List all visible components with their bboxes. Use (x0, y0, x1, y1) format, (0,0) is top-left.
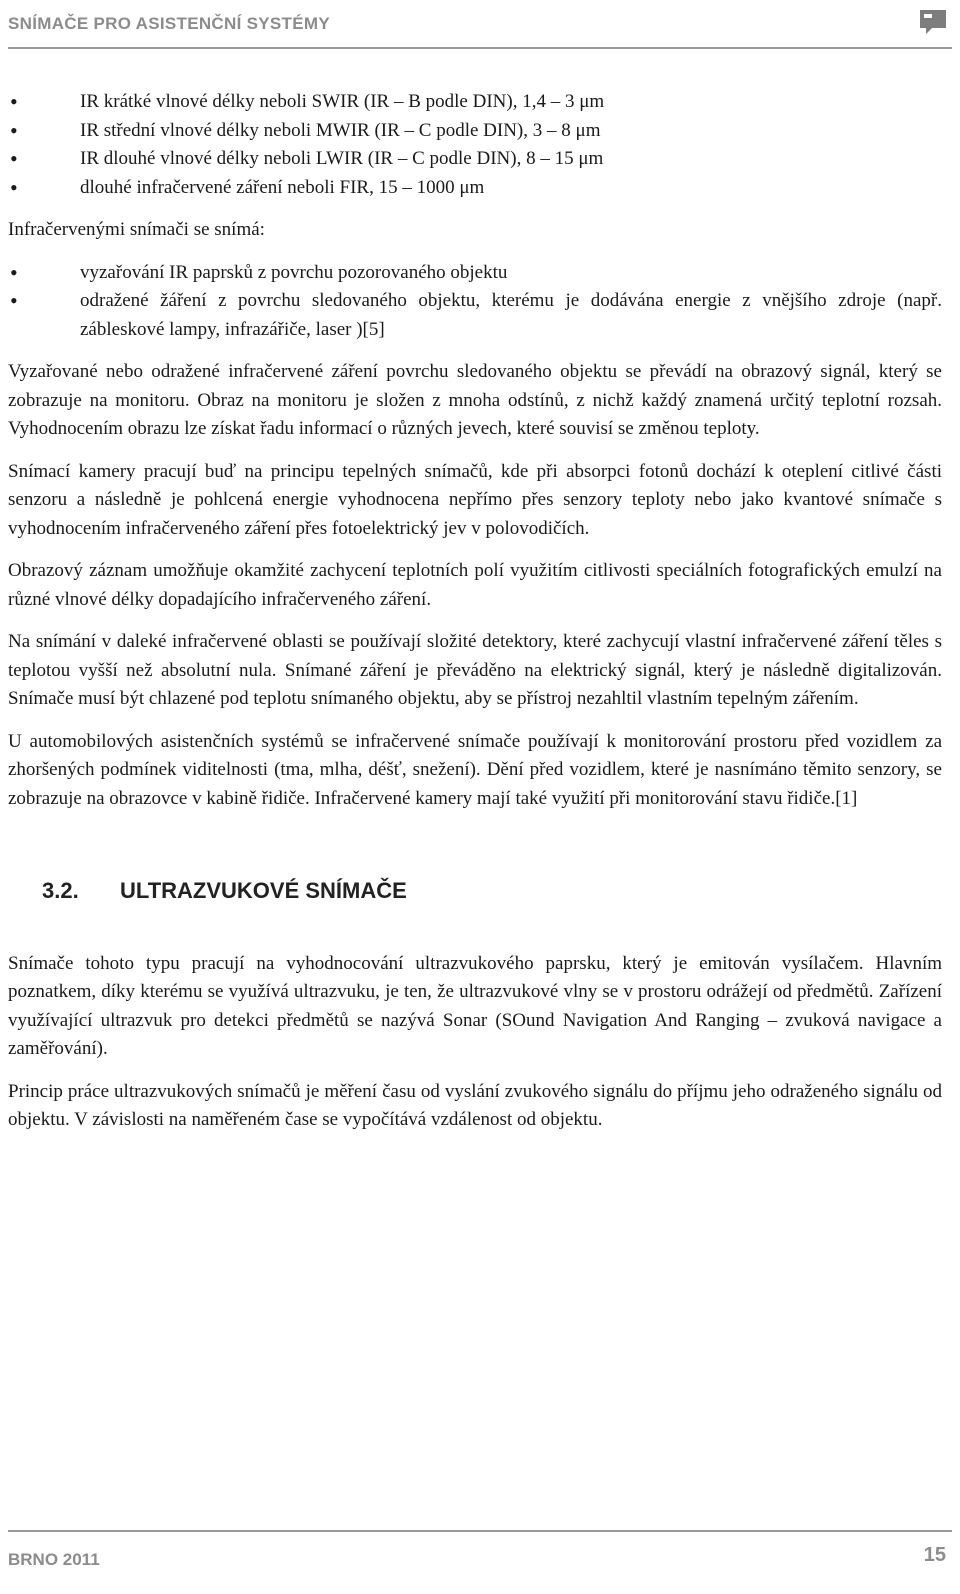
footer-location: BRNO 2011 (8, 1550, 100, 1569)
paragraph: Snímače tohoto typu pracují na vyhodnocování ultrazvukového paprsku, který je emitován vysílačem. Hlavním poznatkem, díky kterému se využívá ultrazvuku, je ten, že ultrazvukové vlny se v prostoru odrážejí od předmětů. Zařízení využívající ultrazvuk pro detekci předmětů se nazývá Sonar (SOund Navigation And Ranging – zvuková navigace a zaměřování). (8, 952, 942, 1059)
list-item: • IR dlouhé vlnové délky neboli LWIR (IR – C podle DIN), 8 – 15 μm (8, 145, 942, 174)
running-header-title: SNÍMAČE PRO ASISTENČNÍ SYSTÉMY (8, 14, 330, 33)
paragraph: Obrazový záznam umožňuje okamžité zachycení teplotních polí využitím citlivosti speciálních fotografických emulzí na různé vlnové délky dopadajícího infračerveného záření. (8, 560, 942, 610)
section-heading (8, 877, 942, 906)
page-footer (8, 1530, 952, 1580)
ir-bands-list (8, 88, 942, 202)
paragraph: Princip práce ultrazvukových snímačů je měření času od vyslání zvukového signálu do příjmu jeho odraženého signálu od objektu. V závislosti na naměřeném čase se vypočítává vzdálenost od objektu. (8, 1080, 942, 1130)
page-header (8, 14, 952, 48)
list-item: • vyzařování IR paprsků z povrchu pozorovaného objektu (8, 259, 942, 288)
section-title: ULTRAZVUKOVÉ SNÍMAČE (120, 878, 407, 903)
header-rule (8, 47, 952, 49)
page-number: 15 (923, 1544, 946, 1566)
sensing-list (8, 259, 942, 345)
paragraph: Vyzařované nebo odražené infračervené záření povrchu sledovaného objektu se převádí na obrazový signál, který se zobrazuje na monitoru. Obraz na monitoru je složen z mnoha odstínů, z nichž každý znamená určitý teplotní rozsah. Vyhodnocením obrazu lze získat řadu informací o různých jevech, které souvisí se změnou teploty. (8, 361, 942, 439)
university-logo-icon (918, 8, 948, 36)
intro-sensing: Infračervenými snímači se snímá: (8, 219, 265, 240)
page-body (8, 88, 942, 1135)
list-item: • dlouhé infračervené záření neboli FIR, 15 – 1000 μm (8, 174, 942, 203)
section-number: 3.2. (42, 878, 79, 903)
paragraph: U automobilových asistenčních systémů se infračervené snímače používají k monitorování prostoru před vozidlem za zhoršených podmínek viditelnosti (tma, mlha, déšť, snežení). Dění před vozidlem, které je nasnímáno těmito senzory, se zobrazuje na obrazovce v kabině řidiče. Infračervené kamery mají také využití při monitorování stavu řidiče.[1] (8, 730, 942, 809)
paragraph: Snímací kamery pracují buď na principu tepelných snímačů, kde při absorpci fotonů dochází k oteplení citlivé části senzoru a následně je pohlcená energie vyhodnocena nepřímo přes senzory teploty nebo jako kvantové snímače s vyhodnocením infračerveného záření přes fotoelektrický jev v polovodičích. (8, 460, 942, 539)
footer-rule (8, 1530, 952, 1532)
list-item: • IR krátké vlnové délky neboli SWIR (IR – B podle DIN), 1,4 – 3 μm (8, 88, 942, 117)
list-item: • odražené žáření z povrchu sledovaného objektu, kterému je dodávána energie z vnějšího zdroje (např. zábleskové lampy, infrazářiče, laser )[5] (8, 287, 942, 344)
list-item: • IR střední vlnové délky neboli MWIR (IR – C podle DIN), 3 – 8 μm (8, 117, 942, 146)
paragraph: Na snímání v daleké infračervené oblasti se používají složité detektory, které zachycují vlastní infračervené záření těles s teplotou vyšší než absolutní nula. Snímané záření je převáděno na elektrický signál, který je následně digitalizován. Snímače musí být chlazené pod teplotu snímaného objektu, aby se přístroj nezahltil vlastním tepelným zářením. (8, 631, 942, 709)
